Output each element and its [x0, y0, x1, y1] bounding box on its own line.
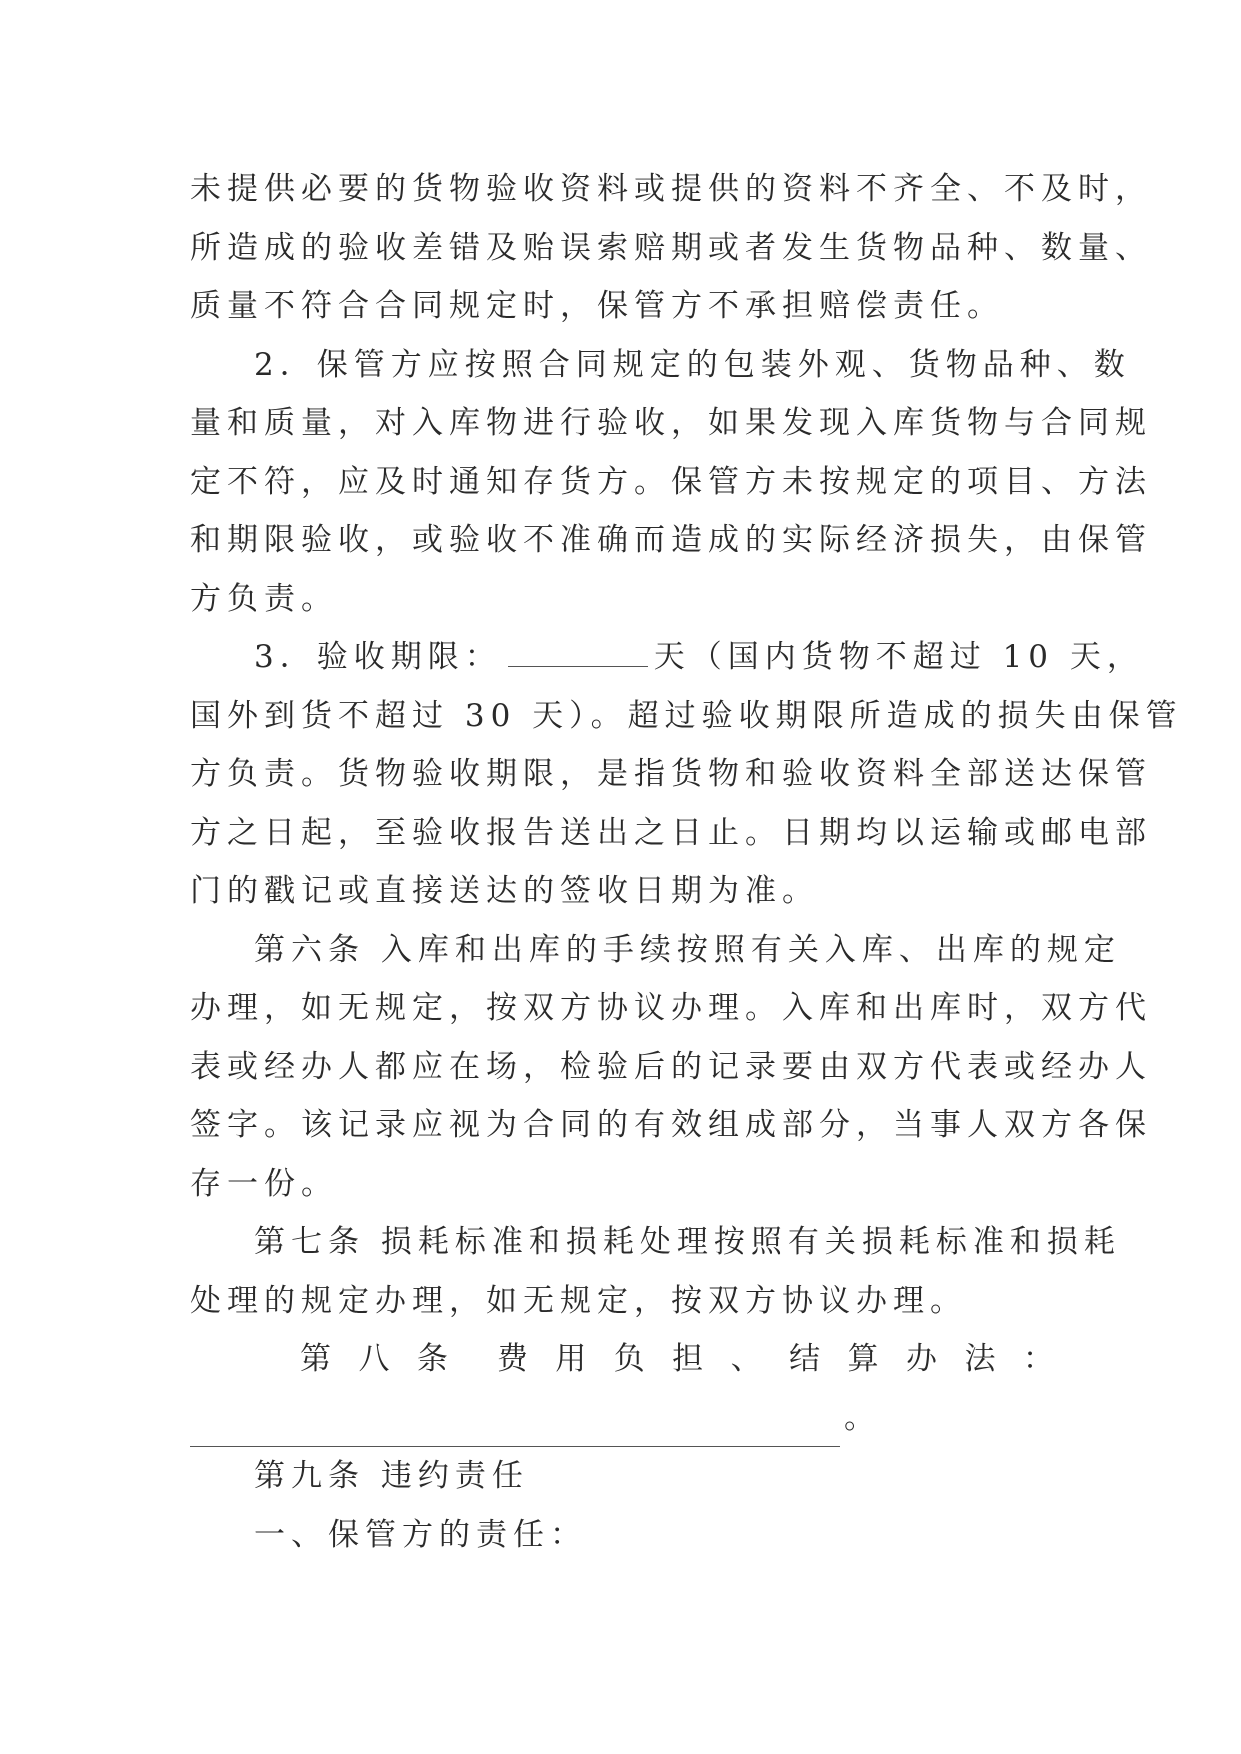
text-line: 方负责。 — [190, 580, 338, 617]
article-8-char: 办 — [905, 1341, 943, 1377]
text-line: 量和质量，对入库物进行验收，如果发现入库货物与合同规 — [190, 405, 1152, 441]
article-8-char: 条 — [416, 1341, 454, 1377]
article-8-char: 、 — [730, 1341, 768, 1377]
text-line: 所造成的验收差错及贻误索赔期或者发生货物品种、数量、 — [190, 229, 1152, 266]
fill-in-blank-settlement — [190, 1416, 840, 1447]
text-line: 办理，如无规定，按双方协议办理。入库和出库时，双方代 — [190, 990, 1152, 1026]
article-8-fill-line — [190, 1389, 1060, 1448]
article-8-char: 费 — [496, 1341, 534, 1377]
clause-2-start: 2．保管方应按照合同规定的包装外观、货物品种、数 — [254, 346, 1131, 383]
text-line: 门的戳记或直接送达的签收日期为准。 — [190, 873, 819, 909]
article-7-start: 第七条 损耗标准和损耗处理按照有关损耗标准和损耗 — [254, 1224, 1121, 1260]
clause-3-start — [190, 628, 1144, 687]
text-line: 定不符，应及时通知存货方。保管方未按规定的项目、方法 — [190, 463, 1152, 500]
article-8-char: 算 — [847, 1341, 885, 1377]
article-8-char: 用 — [555, 1341, 593, 1377]
article-8-end: 。 — [844, 1399, 881, 1436]
text-line: 处理的规定办理，如无规定，按双方协议办理。 — [190, 1282, 967, 1319]
text-line: 签字。该记录应视为合同的有效组成部分，当事人双方各保 — [190, 1107, 1152, 1143]
article-8-heading — [190, 1330, 1060, 1389]
article-9-title: 第九条 违约责任 — [254, 1458, 529, 1494]
text-line: 方之日起，至验收报告送出之日止。日期均以运输或邮电部 — [190, 814, 1152, 851]
text-line: 表或经办人都应在场，检验后的记录要由双方代表或经办人 — [190, 1048, 1152, 1085]
text-line: 方负责。货物验收期限，是指货物和验收资料全部送达保管 — [190, 756, 1152, 792]
article-6-start: 第六条 入库和出库的手续按照有关入库、出库的规定 — [254, 931, 1121, 968]
text-line: 和期限验收，或验收不准确而造成的实际经济损失，由保管 — [190, 522, 1152, 558]
fill-in-blank-days — [508, 636, 648, 667]
article-8-char: 结 — [789, 1341, 827, 1377]
text-line: 质量不符合合同规定时，保管方不承担赔偿责任。 — [190, 288, 1004, 324]
clause-3-suffix: 天（国内货物不超过 10 天， — [653, 639, 1144, 675]
article-8-char: 法 — [964, 1341, 1002, 1377]
text-line: 国外到货不超过 30 天）。超过验收期限所造成的损失由保管 — [190, 697, 1183, 734]
article-8-char: ： — [1022, 1341, 1060, 1377]
document-body — [190, 160, 1183, 1564]
text-line: 存一份。 — [190, 1165, 338, 1202]
article-9-item-1: 一、保管方的责任： — [254, 1516, 587, 1553]
article-8-char: 第 — [300, 1341, 337, 1377]
article-8-char: 担 — [672, 1341, 710, 1377]
clause-3-prefix: 3．验收期限： — [254, 639, 502, 675]
article-8-char: 八 — [358, 1341, 396, 1377]
article-8-char: 负 — [613, 1341, 651, 1377]
text-line: 未提供必要的货物验收资料或提供的资料不齐全、不及时， — [190, 171, 1152, 207]
